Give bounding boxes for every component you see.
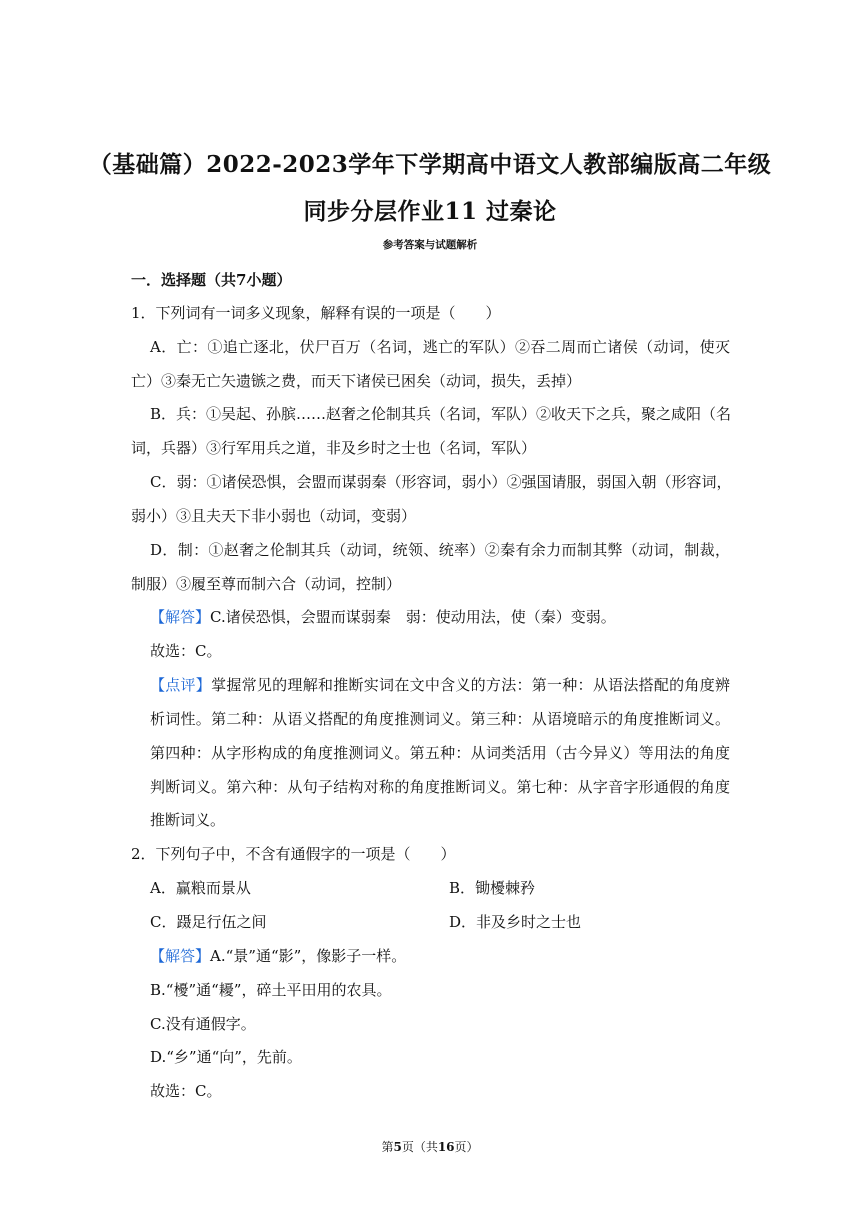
q1-comment-tag: 【点评】: [150, 676, 212, 694]
q1-comment-line3: 第四种：从字形构成的角度推测词义。第五种：从词类活用（古今异义）等用法的角度: [150, 744, 730, 762]
q1-comment-line5: 推断词义。: [150, 811, 226, 829]
q2-answer-line1: [150, 945, 406, 967]
section-heading: 一．选择题（共7小题）: [131, 271, 292, 289]
q2-option-d: D．非及乡时之士也: [449, 913, 582, 931]
footer-total-pages: 16: [437, 1140, 455, 1154]
q2-answer-d: D.“乡”通“向”，先前。: [150, 1048, 302, 1066]
q2-answer-tag: 【解答】: [150, 947, 211, 965]
q1-choice: 故选：C。: [150, 642, 222, 660]
title-line-2: 同步分层作业11 过秦论: [303, 198, 557, 225]
subtitle: 参考答案与试题解析: [382, 239, 478, 251]
footer-prefix: 第: [381, 1140, 394, 1154]
footer-middle: 页（共: [401, 1140, 438, 1154]
q2-stem: 2．下列句子中，不含有通假字的一项是（ ）: [131, 845, 456, 863]
q2-choice: 故选：C。: [150, 1082, 222, 1100]
page-footer: [0, 1138, 860, 1155]
q1-option-d-line1: D．制：①赵奢之伦制其兵（动词，统领、统率）②秦有余力而制其弊（动词，制裁，: [150, 541, 730, 559]
footer-suffix: 页）: [454, 1140, 479, 1154]
q2-option-a: A．赢粮而景从: [150, 879, 251, 897]
q2-answer-c: C.没有通假字。: [150, 1015, 256, 1033]
q2-answer-a: A.“景”通“影”，像影子一样。: [210, 947, 407, 965]
q1-option-b-line1: B．兵：①吴起、孙膑……赵奢之伦制其兵（名词，军队）②收天下之兵，聚之咸阳（名: [150, 405, 732, 423]
q1-stem: 1．下列词有一词多义现象，解释有误的一项是（ ）: [131, 304, 501, 322]
title-line-1: （基础篇）2022-2023学年下学期高中语文人教部编版高二年级: [88, 151, 772, 178]
q1-option-d-line2: 制服）③履至尊而制六合（动词，控制）: [131, 575, 402, 593]
footer-page-number: 5: [393, 1140, 402, 1154]
q1-option-c-line1: C．弱：①诸侯恐惧，会盟而谋弱秦（形容词，弱小）②强国请服，弱国入朝（形容词，: [150, 473, 732, 491]
q1-comment-line2: 析词性。第二种：从语义搭配的角度推测词义。第三种：从语境暗示的角度推断词义。: [150, 710, 730, 728]
q2-option-b: B．锄櫌棘矜: [449, 879, 536, 897]
q1-option-a-line1: A．亡：①追亡逐北，伏尸百万（名词，逃亡的军队）②吞二周而亡诸侯（动词，使灭: [150, 338, 730, 356]
q2-answer-b: B.“櫌”通“耰”，碎土平田用的农具。: [150, 981, 392, 999]
q1-comment-line4: 判断词义。第六种：从句子结构对称的角度推断词义。第七种：从字音字形通假的角度: [150, 778, 730, 796]
q1-answer-text: C.诸侯恐惧，会盟而谋弱秦 弱：使动用法，使（秦）变弱。: [210, 608, 616, 626]
q2-option-c: C．蹑足行伍之间: [150, 913, 267, 931]
q1-answer: [150, 606, 616, 628]
q1-option-a-line2: 亡）③秦无亡矢遗镞之费，而天下诸侯已困矣（动词，损失，丢掉）: [131, 372, 582, 390]
q1-option-b-line2: 词，兵器）③行军用兵之道，非及乡时之士也（名词，军队）: [131, 439, 537, 457]
q1-comment-text1: 掌握常见的理解和推断实词在文中含义的方法：第一种：从语法搭配的角度辨: [211, 676, 730, 694]
q1-answer-tag: 【解答】: [150, 608, 211, 626]
q1-option-c-line2: 弱小）③且夫天下非小弱也（动词，变弱）: [131, 507, 417, 525]
q1-comment-line1: [150, 674, 730, 696]
